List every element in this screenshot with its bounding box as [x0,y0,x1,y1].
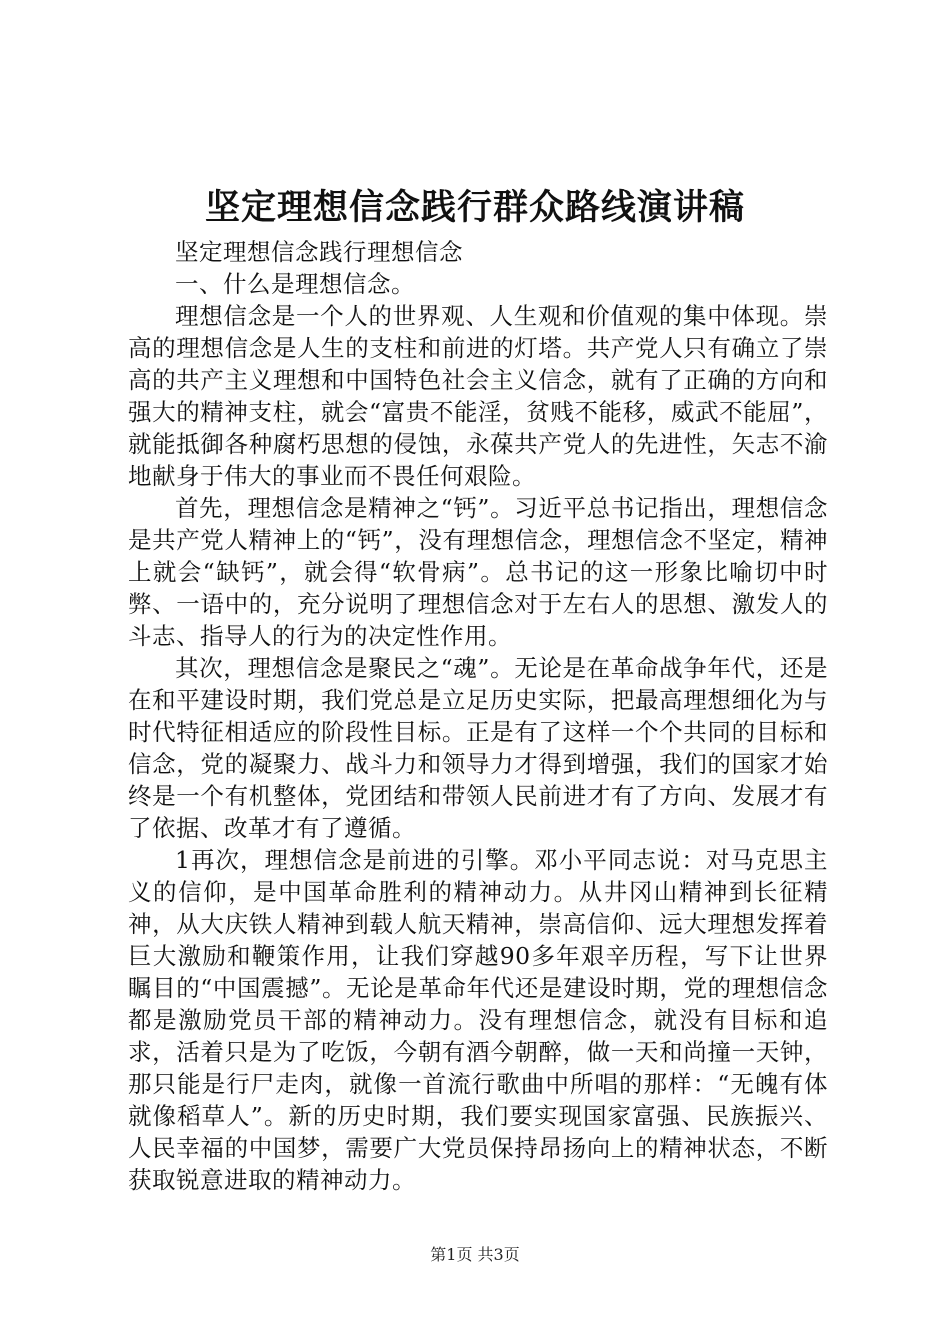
paragraph-definition: 理想信念是一个人的世界观、人生观和价值观的集中体现。崇高的理想信念是人生的支柱和前进的灯塔。共产党人只有确立了崇高的共产主义理想和中国特色社会主义信念，就有了正确的方向和强大的精神支柱，就会“富贵不能淫，贫贱不能移，威武不能屈”，就能抵御各种腐朽思想的侵蚀，永葆共产党人的先进性，矢志不渝地献身于伟大的事业而不畏任何艰险。 [128,302,828,490]
paragraph-first-point: 首先，理想信念是精神之“钙”。习近平总书记指出，理想信念是共产党人精神上的“钙”，没有理想信念，理想信念不坚定，精神上就会“缺钙”，就会得“软骨病”。总书记的这一形象比喻切中时弊、一语中的，充分说明了理想信念对于左右人的思想、激发人的斗志、指导人的行为的决定性作用。 [128,494,828,650]
document-body [128,236,828,1196]
paragraph-subtitle: 坚定理想信念践行理想信念 [175,238,463,266]
paragraph-third-point: 1再次，理想信念是前进的引擎。邓小平同志说：对马克思主义的信仰，是中国革命胜利的精神动力。从井冈山精神到长征精神，从大庆铁人精神到载人航天精神，崇高信仰、远大理想发挥着巨大激励和鞭策作用，让我们穿越90多年艰辛历程，写下让世界瞩目的“中国震撼”。无论是革命年代还是建设时期，党的理想信念都是激励党员干部的精神动力。没有理想信念，就没有目标和追求，活着只是为了吃饭，今朝有酒今朝醉，做一天和尚撞一天钟，那只能是行尸走肉，就像一首流行歌曲中所唱的那样：“无魄有体就像稻草人”。新的历史时期，我们要实现国家富强、民族振兴、人民幸福的中国梦，需要广大党员保持昂扬向上的精神状态，不断获取锐意进取的精神动力。 [128,846,828,1194]
document-title: 坚定理想信念践行群众路线演讲稿 [204,187,745,228]
paragraph-section-heading: 一、什么是理想信念。 [175,270,415,298]
page-number-footer: 第1页 共3页 [430,1245,520,1264]
paragraph-second-point: 其次，理想信念是聚民之“魂”。无论是在革命战争年代，还是在和平建设时期，我们党总是立足历史实际，把最高理想细化为与时代特征相适应的阶段性目标。正是有了这样一个个共同的目标和信念，党的凝聚力、战斗力和领导力才得到增强，我们的国家才始终是一个有机整体，党团结和带领人民前进才有了方向、发展才有了依据、改革才有了遵循。 [128,654,828,842]
